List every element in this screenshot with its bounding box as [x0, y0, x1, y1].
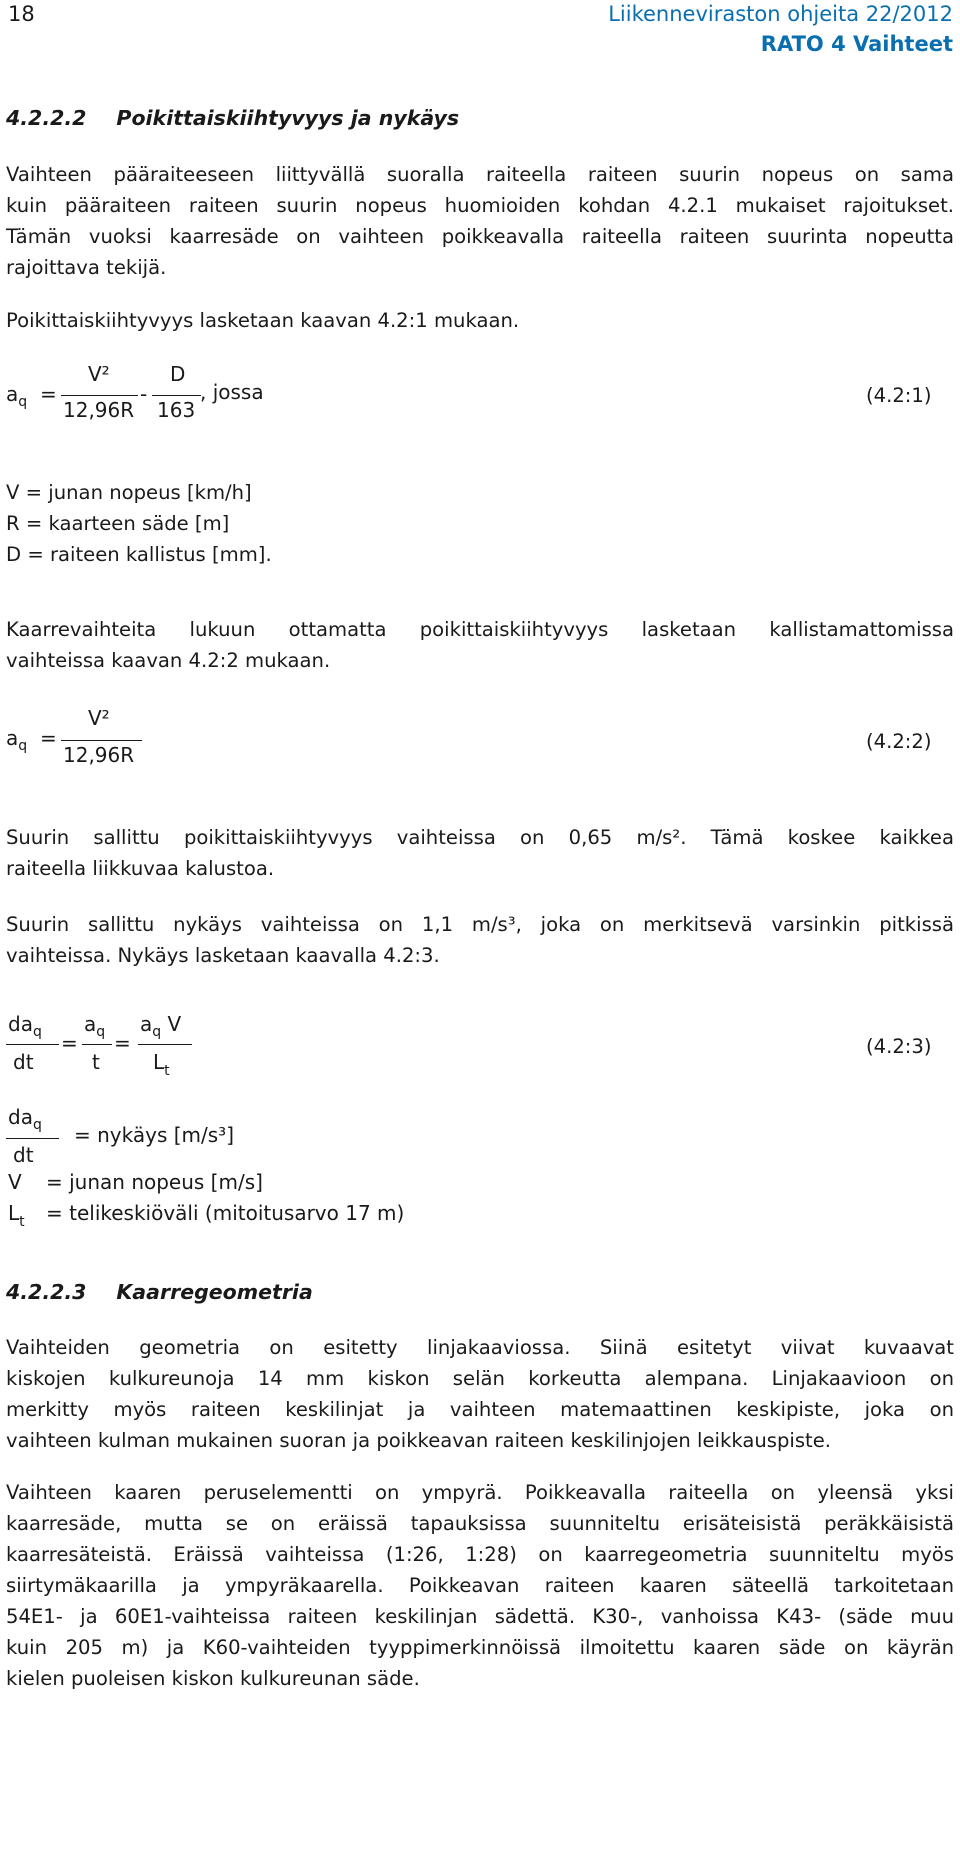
eq3-denominator-2: t — [92, 1050, 100, 1074]
definition-item: D = raiteen kallistus [mm]. — [6, 543, 272, 566]
eq1-numerator-2: D — [170, 362, 186, 386]
text-line: kielen puoleisen kiskon kulkureunan säde. — [6, 1667, 420, 1690]
def-jerk-text: = nykäys [m/s³] — [74, 1123, 234, 1147]
text-line: kaarresäteistä. Eräissä vaihteissa (1:26, 1:28) on kaarregeometria suunniteltu myös — [6, 1543, 954, 1566]
def-jerk-fraction-bar — [6, 1138, 59, 1139]
text-line: Vaihteen pääraiteeseen liittyvällä suoralla raiteella raiteen suurin nopeus on sama — [6, 163, 954, 186]
paragraph-max-lateral-acceleration — [6, 822, 954, 884]
paragraph-lateral-acceleration-intro — [6, 305, 954, 336]
paragraph-non-cant-formula-intro — [6, 614, 954, 676]
text-line: kuin pääraiteen raiteen suurin nopeus huomioiden kohdan 4.2.1 mukaiset rajoitukset. — [6, 194, 954, 217]
def-jerk-numerator: $da_q$ — [8, 1105, 42, 1133]
paragraph-straight-track-speed — [6, 159, 954, 283]
definition-item: V = junan nopeus [km/h] — [6, 481, 252, 504]
eq1-lhs: $a_q$ — [6, 382, 28, 410]
text-line: kiskojen kulkureunoja 14 mm kiskon selän korkeutta alempana. Linjakaavioon on — [6, 1367, 954, 1390]
text-line: Vaihteen kaaren peruselementti on ympyrä. Poikkeavalla raiteella on yleensä yksi — [6, 1481, 954, 1504]
text-line: raiteella liikkuvaa kalustoa. — [6, 857, 275, 880]
section-heading-4-2-2-2 — [6, 106, 459, 130]
page-number: 18 — [8, 2, 35, 26]
eq2-numerator: V² — [88, 706, 110, 730]
eq1-fraction-bar-1 — [61, 395, 138, 396]
text-line: vaihteissa kaavan 4.2:2 mukaan. — [6, 649, 331, 672]
def-l-text: = telikeskiöväli (mitoitusarvo 17 m) — [46, 1201, 405, 1225]
eq2-number: (4.2:2) — [866, 730, 932, 753]
heading-number: 4.2.2.3 — [6, 1280, 87, 1304]
text-line: merkitty myös raiteen keskilinjat ja vaihteen matemaattinen keskipiste, joka on — [6, 1398, 954, 1421]
def-v-symbol: V — [8, 1170, 22, 1194]
eq3-fraction-bar-3 — [138, 1044, 192, 1045]
text-line: siirtymäkaarilla ja ympyräkaarella. Poikkeavan raiteen kaaren säteellä tarkoitetaan — [6, 1574, 954, 1597]
eq1-number: (4.2:1) — [866, 384, 932, 407]
header-publisher: Liikenneviraston ohjeita 22/2012 — [608, 2, 953, 26]
eq3-equals-b: = — [114, 1031, 131, 1055]
text-line: Tämän vuoksi kaarresäde on vaihteen poikkeavalla raiteella raiteen suurinta nopeutta — [6, 225, 954, 248]
eq3-fraction-bar-2 — [82, 1044, 112, 1045]
eq3-number: (4.2:3) — [866, 1035, 932, 1058]
paragraph-track-geometry — [6, 1332, 954, 1456]
paragraph-max-jerk — [6, 909, 954, 971]
def-l-symbol: $L_t$ — [8, 1201, 25, 1230]
eq1-minus: - — [140, 382, 148, 406]
text-line: Suurin sallittu poikittaiskiihtyvyys vaihteissa on 0,65 m/s². Tämä koskee kaikkea — [6, 826, 954, 849]
text-line: vaihteen kulman mukainen suoran ja poikkeavan raiteen keskilinjojen leikkauspiste. — [6, 1429, 832, 1452]
text-line: rajoittava tekijä. — [6, 256, 167, 279]
text-line: kaarresäde, mutta se on eräissä tapauksissa suunniteltu erisäteisistä peräkkäisistä — [6, 1512, 954, 1535]
eq1-denominator-2: 163 — [157, 398, 196, 422]
eq1-tail: , jossa — [200, 380, 264, 404]
paragraph-curve-elements — [6, 1477, 954, 1694]
text-line: Vaihteiden geometria on esitetty linjakaaviossa. Siinä esitetyt viivat kuvaavat — [6, 1336, 954, 1359]
eq3-numerator-2: $a_q$ — [84, 1012, 106, 1040]
definition-item: R = kaarteen säde [m] — [6, 512, 230, 535]
eq2-equals: = — [40, 726, 57, 750]
eq1-fraction-bar-2 — [152, 395, 201, 396]
text-line: Poikittaiskiihtyvyys lasketaan kaavan 4.2:1 mukaan. — [6, 309, 520, 332]
header-doc-title: RATO 4 Vaihteet — [760, 32, 953, 56]
text-line: 54E1- ja 60E1-vaihteissa raiteen keskilinjan sädettä. K30-, vanhoissa K43- (säde muu — [6, 1605, 954, 1628]
def-v-text: = junan nopeus [m/s] — [46, 1170, 263, 1194]
eq2-lhs: $a_q$ — [6, 726, 28, 754]
section-heading-4-2-2-3 — [6, 1280, 313, 1304]
eq2-denominator: 12,96R — [63, 743, 135, 767]
text-line: Suurin sallittu nykäys vaihteissa on 1,1 m/s³, joka on merkitsevä varsinkin pitkissä — [6, 913, 954, 936]
eq1-equals: = — [40, 382, 57, 406]
eq1-denominator-1: 12,96R — [63, 398, 135, 422]
definitions-list-1 — [6, 477, 954, 570]
heading-text: Poikittaiskiihtyvyys ja nykäys — [116, 106, 460, 130]
eq3-fraction-bar-1 — [6, 1044, 59, 1045]
heading-text: Kaarregeometria — [116, 1280, 313, 1304]
text-line: kuin 205 m) ja K60-vaihteiden tyyppimerkinnöissä ilmoitettu kaaren säde on käyrän — [6, 1636, 954, 1659]
heading-number: 4.2.2.2 — [6, 106, 87, 130]
text-line: vaihteissa. Nykäys lasketaan kaavalla 4.2:3. — [6, 944, 440, 967]
eq3-numerator-1: $da_q$ — [8, 1012, 42, 1040]
eq1-numerator-1: V² — [88, 362, 110, 386]
def-jerk-denominator: dt — [13, 1143, 34, 1167]
text-line: Kaarrevaihteita lukuun ottamatta poikittaiskiihtyvyys lasketaan kallistamattomissa — [6, 618, 954, 641]
eq3-denominator-3: $L_t$ — [153, 1050, 170, 1079]
eq3-equals-a: = — [61, 1031, 78, 1055]
eq3-numerator-3: $a_q$ V — [140, 1012, 182, 1040]
eq3-denominator-1: dt — [13, 1050, 34, 1074]
eq2-fraction-bar — [61, 740, 142, 741]
